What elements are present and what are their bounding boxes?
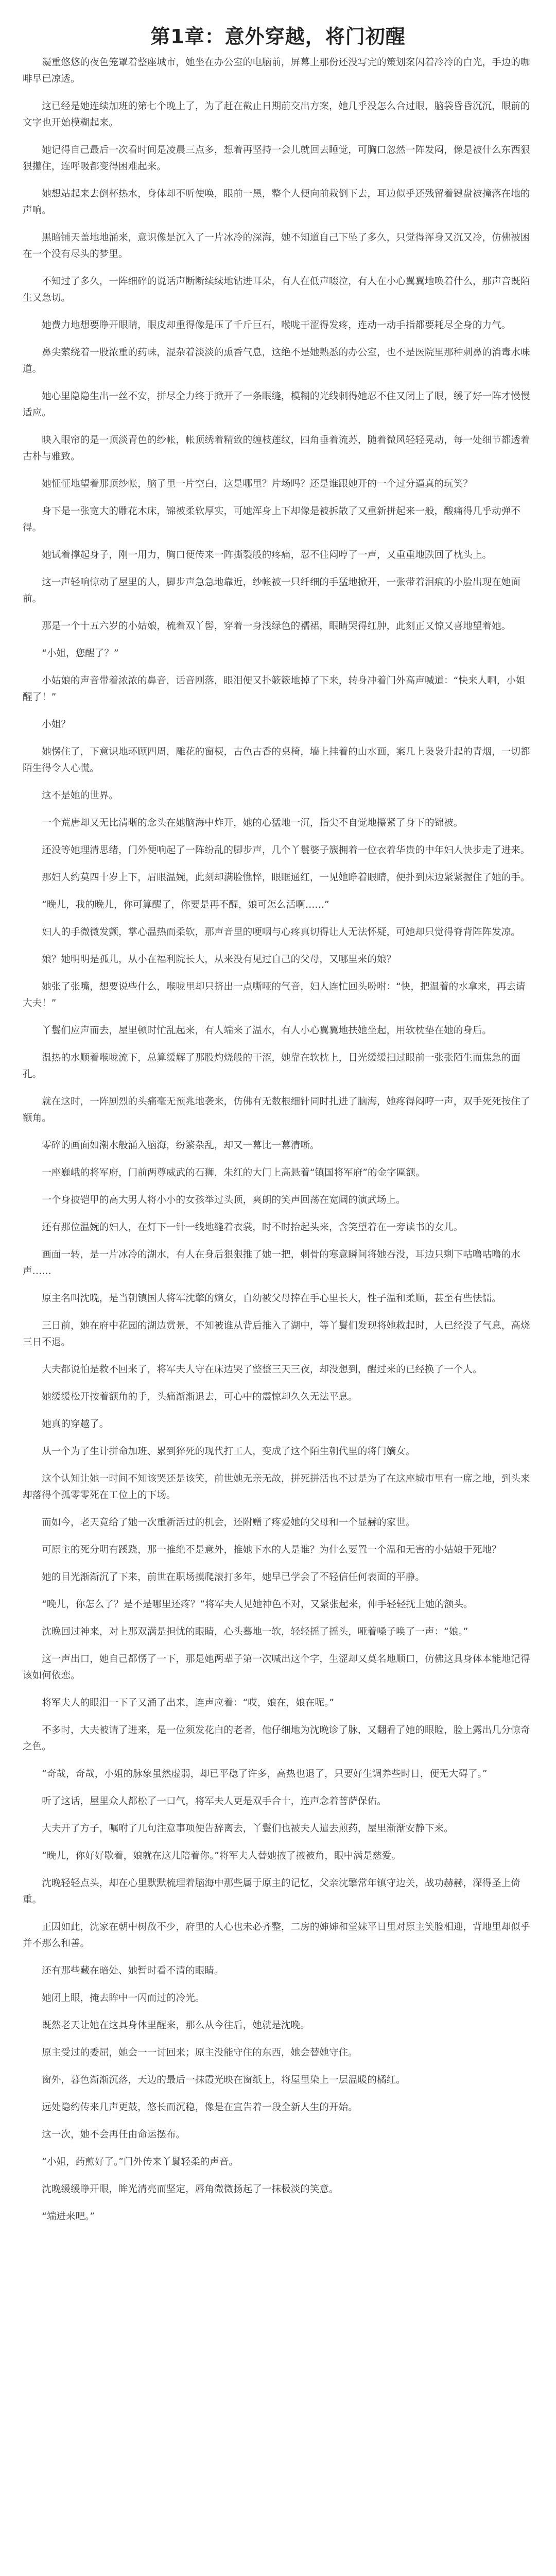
chapter-paragraph: “小姐，您醒了？” xyxy=(42,648,119,659)
chapter-paragraph: 就在这时，一阵剧烈的头痛毫无预兆地袭来，仿佛有无数根细针同时扎进了脑海，她疼得闷哼一声，双手死死按住了额角。 xyxy=(23,1096,530,1124)
chapter-paragraph: 她真的穿越了。 xyxy=(42,1419,109,1430)
chapter-paragraph: 她缓缓松开按着额角的手，头痛渐渐退去，可心中的震惊却久久无法平息。 xyxy=(42,1392,358,1402)
chapter-paragraph: 沈晚缓缓睁开眼，眸光清亮而坚定，唇角微微扬起了一抹极淡的笑意。 xyxy=(42,2184,339,2195)
chapter-paragraph: 正因如此，沈家在朝中树敌不少，府里的人心也未必齐整，二房的婶婶和堂妹平日里对原主笑脸相迎，背地里却似乎并不那么和善。 xyxy=(23,1922,530,1949)
chapter-paragraph: 那妇人约莫四十岁上下，眉眼温婉，此刻却满脸憔悴，眼眶通红，一见她睁着眼睛，便扑到床边紧紧握住了她的手。 xyxy=(42,872,530,883)
chapter-paragraph: 不多时，大夫被请了进来，是一位须发花白的老者，他仔细地为沈晚诊了脉，又翻看了她的眼睑，脸上露出几分惊奇之色。 xyxy=(23,1725,530,1752)
chapter-paragraph: 这一声轻响惊动了屋里的人，脚步声急急地靠近，纱帐被一只纤细的手猛地掀开，一张带着泪痕的小脸出现在她面前。 xyxy=(23,577,520,604)
chapter-paragraph: 她闭上眼，掩去眸中一闪而过的冷光。 xyxy=(42,1993,205,2004)
chapter-paragraph: 娘？她明明是孤儿，从小在福利院长大，从来没有见过自己的父母，又哪里来的娘？ xyxy=(42,954,396,965)
chapter-paragraph: 那是一个十五六岁的小姑娘，梳着双丫髻，穿着一身浅绿色的襦裙，眼睛哭得红肿，此刻正又惊又喜地望着她。 xyxy=(42,621,511,632)
chapter-paragraph: 这不是她的世界。 xyxy=(42,790,118,801)
chapter-paragraph: 听了这话，屋里众人都松了一口气，将军夫人更是双手合十，连声念着菩萨保佑。 xyxy=(42,1796,387,1807)
chapter-paragraph: 丫鬟们应声而去，屋里顿时忙乱起来，有人端来了温水，有人小心翼翼地扶她坐起，用软枕垫在她的身后。 xyxy=(42,1025,492,1036)
chapter-paragraph: 还没等她理清思绪，门外便响起了一阵纷乱的脚步声，几个丫鬟婆子簇拥着一位衣着华贵的中年妇人快步走了进来。 xyxy=(42,845,530,856)
chapter-paragraph: 画面一转，是一片冰冷的湖水，有人在身后狠狠推了她一把，刺骨的寒意瞬间将她吞没，耳边只剩下咕噜咕噜的水声…… xyxy=(23,1249,520,1277)
chapter-paragraph: 三日前，她在府中花园的湖边赏景，不知被谁从背后推入了湖中，等丫鬟们发现将她救起时，人已经没了气息，高烧三日不退。 xyxy=(23,1320,530,1348)
chapter-paragraph: 小姑娘的声音带着浓浓的鼻音，话音刚落，眼泪便又扑簌簌地掉了下来，转身冲着门外高声喊道：“快来人啊，小姐醒了！” xyxy=(23,675,526,703)
chapter-paragraph: 她怔怔地望着那顶纱帐，脑子里一片空白，这是哪里？片场吗？还是谁跟她开的一个过分逼真的玩笑？ xyxy=(42,479,473,489)
chapter-paragraph: 她的目光渐渐沉了下来，前世在职场摸爬滚打多年，她早已学会了不轻信任何表面的平静。 xyxy=(42,1572,425,1583)
chapter-paragraph: 将军夫人的眼泪一下子又涌了出来，连声应着：“哎，娘在，娘在呢。” xyxy=(42,1698,334,1708)
chapter-paragraph: 沈晚回过神来，对上那双满是担忧的眼睛，心头蓦地一软，轻轻摇了摇头，哑着嗓子唤了一声：“娘。” xyxy=(42,1626,468,1637)
chapter-paragraph: 鼻尖萦绕着一股浓重的药味，混杂着淡淡的熏香气息，这绝不是她熟悉的办公室，也不是医院里那种刺鼻的消毒水味道。 xyxy=(23,347,530,375)
chapter-title: 第1章：意外穿越，将门初醒 xyxy=(150,25,406,48)
chapter-paragraph: “端进来吧。” xyxy=(42,2211,95,2222)
chapter-paragraph: 从一个为了生计拼命加班、累到猝死的现代打工人，变成了这个陌生朝代里的将门嫡女。 xyxy=(42,1446,415,1457)
chapter-paragraph: 小姐？ xyxy=(42,719,71,730)
chapter-paragraph: 一个身披铠甲的高大男人将小小的女孩举过头顶，爽朗的笑声回荡在宽阔的演武场上。 xyxy=(42,1195,406,1206)
chapter-paragraph: 她想站起来去倒杯热水，身体却不听使唤，眼前一黑，整个人便向前栽倒下去，耳边似乎还残留着键盘被撞落在地的声响。 xyxy=(23,189,530,216)
chapter-paragraph: 零碎的画面如潮水般涌入脑海，纷繁杂乱，却又一幕比一幕清晰。 xyxy=(42,1140,320,1151)
chapter-paragraph: 身下是一张宽大的雕花木床，锦被柔软厚实，可她浑身上下却像是被拆散了又重新拼起来一般，酸痛得几乎动弹不得。 xyxy=(23,506,520,533)
chapter-content xyxy=(23,55,533,2225)
chapter-paragraph: 不知过了多久，一阵细碎的说话声断断续续地钻进耳朵，有人在低声啜泣，有人在小心翼翼地唤着什么，那声音既陌生又急切。 xyxy=(23,276,530,303)
chapter-paragraph: 这一次，她不会再任由命运摆布。 xyxy=(42,2129,186,2140)
chapter-paragraph: 而如今，老天竟给了她一次重新活过的机会，还附赠了疼爱她的父母和一个显赫的家世。 xyxy=(42,1517,415,1528)
chapter-paragraph: 既然老天让她在这具身体里醒来，那么从今往后，她就是沈晚。 xyxy=(42,2020,310,2031)
chapter-paragraph: 还有那些藏在暗处、她暂时看不清的眼睛。 xyxy=(42,1965,224,1976)
chapter-paragraph: 这已经是她连续加班的第七个晚上了，为了赶在截止日期前交出方案，她几乎没怎么合过眼，脑袋昏昏沉沉，眼前的文字也开始模糊起来。 xyxy=(23,101,530,128)
chapter-paragraph: 妇人的手微微发颤，掌心温热而柔软，那声音里的哽咽与心疼真切得让人无法怀疑，可她却只觉得脊背阵阵发凉。 xyxy=(42,927,520,938)
chapter-paragraph: 一个荒唐却又无比清晰的念头在她脑海中炸开，她的心猛地一沉，指尖不自觉地攥紧了身下的锦被。 xyxy=(42,818,463,828)
chapter-paragraph: 原主名叫沈晚，是当朝镇国大将军沈擎的嫡女，自幼被父母捧在手心里长大，性子温和柔顺，甚至有些怯懦。 xyxy=(42,1293,501,1304)
chapter-paragraph: 远处隐约传来几声更鼓，悠长而沉稳，像是在宣告着一段全新人生的开始。 xyxy=(42,2102,358,2113)
chapter-paragraph: 窗外，暮色渐渐沉落，天边的最后一抹霞光映在窗纸上，将屋里染上一层温暖的橘红。 xyxy=(42,2075,406,2086)
chapter-paragraph: 温热的水顺着喉咙流下，总算缓解了那股灼烧般的干涩，她靠在软枕上，目光缓缓扫过眼前一张张陌生而焦急的面孔。 xyxy=(23,1053,520,1080)
chapter-paragraph: 大夫开了方子，嘱咐了几句注意事项便告辞离去，丫鬟们也被夫人遣去煎药，屋里渐渐安静下来。 xyxy=(42,1823,454,1834)
chapter-paragraph: 映入眼帘的是一顶淡青色的纱帐，帐顶绣着精致的缠枝莲纹，四角垂着流苏，随着微风轻轻晃动，每一处细节都透着古朴与雅致。 xyxy=(23,435,530,462)
chapter-paragraph: 凝重悠悠的夜色笼罩着整座城市，她坐在办公室的电脑前，屏幕上那份还没写完的策划案闪着冷冷的白光，手边的咖啡早已凉透。 xyxy=(23,57,530,84)
chapter-paragraph: 她心里隐隐生出一丝不安，拼尽全力终于掀开了一条眼缝，模糊的光线刺得她忍不住又闭上了眼，缓了好一阵才慢慢适应。 xyxy=(23,391,530,418)
chapter-paragraph: “奇哉，奇哉，小姐的脉象虽然虚弱，却已平稳了许多，高热也退了，只要好生调养些时日，便无大碍了。” xyxy=(42,1769,488,1780)
chapter-paragraph: “晚儿，你好好歇着，娘就在这儿陪着你。”将军夫人替她掖了掖被角，眼中满是慈爱。 xyxy=(42,1851,402,1861)
chapter-paragraph: 她费力地想要睁开眼睛，眼皮却重得像是压了千斤巨石，喉咙干涩得发疼，连动一动手指都要耗尽全身的力气。 xyxy=(42,320,511,331)
chapter-paragraph: “晚儿，你怎么了？是不是哪里还疼？”将军夫人见她神色不对，又紧张起来，伸手轻轻抚上她的额头。 xyxy=(42,1599,473,1610)
chapter-paragraph: 大夫都说怕是救不回来了，将军夫人守在床边哭了整整三天三夜，却没想到，醒过来的已经换了一个人。 xyxy=(42,1364,482,1375)
chapter-paragraph: 这个认知让她一时间不知该哭还是该笑，前世她无亲无故，拼死拼活也不过是为了在这座城市里有一席之地，到头来却落得个孤零零死在工位上的下场。 xyxy=(23,1473,530,1501)
chapter-paragraph: “小姐，药煎好了。”门外传来丫鬟轻柔的声音。 xyxy=(42,2157,239,2167)
chapter-paragraph: 一座巍峨的将军府，门前两尊威武的石狮，朱红的大门上高悬着“镇国将军府”的金字匾额。 xyxy=(42,1167,425,1178)
chapter-paragraph: 她记得自己最后一次看时间是凌晨三点多，想着再坚持一会儿就回去睡觉，可胸口忽然一阵发闷，像是被什么东西狠狠攥住，连呼吸都变得困难起来。 xyxy=(23,145,530,172)
chapter-paragraph: 她张了张嘴，想要说些什么，喉咙里却只挤出一点嘶哑的气音，妇人连忙回头吩咐：“快，把温着的水拿来，再去请大夫！” xyxy=(23,981,526,1009)
chapter-paragraph: 沈晚轻轻点头，却在心里默默梳理着脑海中那些属于原主的记忆，父亲沈擎常年镇守边关，战功赫赫，深得圣上倚重。 xyxy=(23,1878,520,1905)
chapter-paragraph: 她试着撑起身子，刚一用力，胸口便传来一阵撕裂般的疼痛，忍不住闷哼了一声，又重重地跌回了枕头上。 xyxy=(42,550,492,561)
chapter-paragraph: 可原主的死分明有蹊跷，那一推绝不是意外，推她下水的人是谁？为什么要置一个温和无害的小姑娘于死地？ xyxy=(42,1545,501,1555)
chapter-paragraph: “晚儿，我的晚儿，你可算醒了，你要是再不醒，娘可怎么活啊……” xyxy=(42,900,329,910)
chapter-paragraph: 原主受过的委屈，她会一一讨回来；原主没能守住的东西，她会替她守住。 xyxy=(42,2047,358,2058)
chapter-paragraph: 黑暗铺天盖地地涌来，意识像是沉入了一片冰冷的深海，她不知道自己下坠了多久，只觉得浑身又沉又冷，仿佛被困在一个没有尽头的梦里。 xyxy=(23,232,530,260)
chapter-paragraph: 还有那位温婉的妇人，在灯下一针一线地缝着衣裳，时不时抬起头来，含笑望着在一旁读书的女儿。 xyxy=(42,1222,463,1233)
chapter-paragraph: 这一声出口，她自己都愣了一下，那是她两辈子第一次喊出这个字，生涩却又莫名地顺口，仿佛这具身体本能地记得该如何依恋。 xyxy=(23,1654,530,1681)
chapter-paragraph: 她愣住了，下意识地环顾四周，雕花的窗棂，古色古香的桌椅，墙上挂着的山水画，案几上袅袅升起的青烟，一切都陌生得令人心慌。 xyxy=(23,747,530,774)
